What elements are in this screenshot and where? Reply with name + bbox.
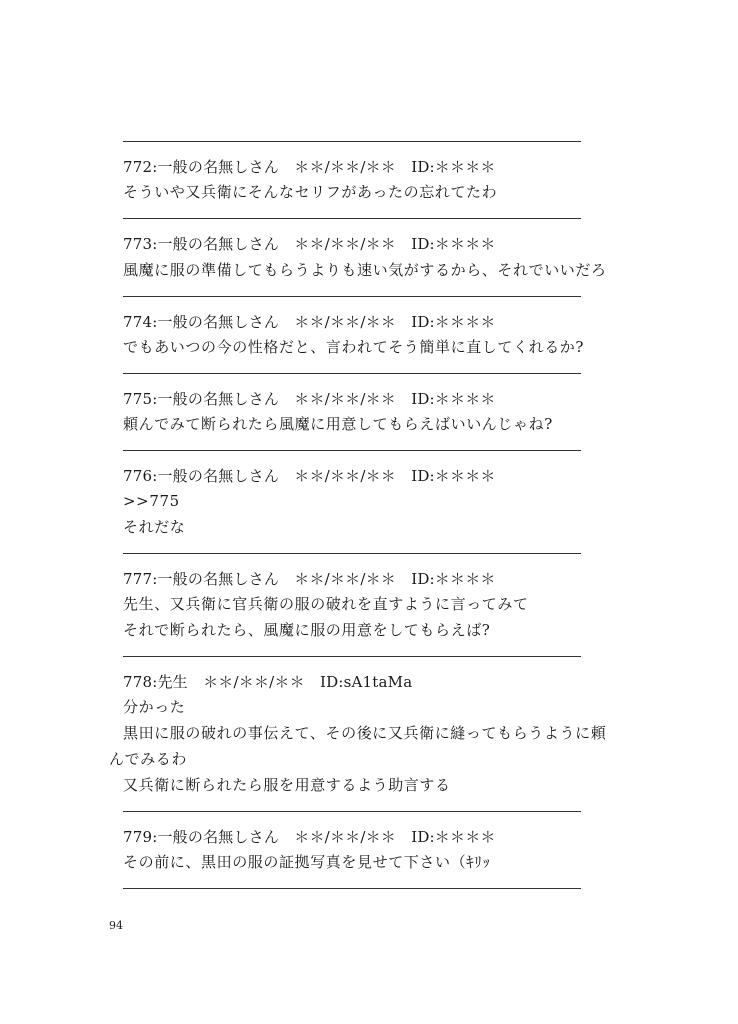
divider-rule — [123, 141, 581, 142]
divider-rule — [123, 373, 581, 374]
divider-rule — [123, 811, 581, 812]
post-body-line: でもあいつの今の性格だと、言われてそう簡単に直してくれるか? — [123, 338, 585, 356]
post-body-line: 頼んでみて断られたら風魔に用意してもらえばいいんじゃね? — [123, 415, 553, 433]
post-header-774: 774:一般の名無しさん ＊＊/＊＊/＊＊ ID:＊＊＊＊ — [123, 313, 496, 331]
post-header-773: 773:一般の名無しさん ＊＊/＊＊/＊＊ ID:＊＊＊＊ — [123, 235, 496, 253]
divider-rule — [123, 296, 581, 297]
post-body-line: それで断られたら、風魔に服の用意をしてもらえば? — [123, 621, 491, 639]
post-body-line: 先生、又兵衛に官兵衛の服の破れを直すように言ってみて — [123, 595, 529, 613]
post-header-772: 772:一般の名無しさん ＊＊/＊＊/＊＊ ID:＊＊＊＊ — [123, 158, 496, 176]
divider-rule — [123, 218, 581, 219]
divider-rule — [123, 450, 581, 451]
post-body-line: そういや又兵衛にそんなセリフがあったの忘れてたわ — [123, 183, 498, 201]
post-body-line: それだな — [123, 518, 186, 536]
post-body-line: 又兵衛に断られたら服を用意するよう助言する — [123, 776, 451, 794]
post-reply-anchor: >>775 — [123, 492, 180, 510]
post-header-778: 778:先生 ＊＊/＊＊/＊＊ ID:sA1taMa — [123, 673, 413, 691]
divider-rule — [123, 656, 581, 657]
divider-rule — [123, 888, 581, 889]
post-body-line: その前に、黒田の服の証拠写真を見せて下さい（ｷﾘｯ — [123, 853, 491, 871]
post-body-line: 分かった — [123, 698, 186, 716]
page-number: 94 — [109, 919, 123, 932]
post-header-776: 776:一般の名無しさん ＊＊/＊＊/＊＊ ID:＊＊＊＊ — [123, 467, 496, 485]
post-body-line: 黒田に服の破れの事伝えて、その後に又兵衛に縫ってもらうように頼 — [123, 724, 607, 742]
post-header-779: 779:一般の名無しさん ＊＊/＊＊/＊＊ ID:＊＊＊＊ — [123, 828, 496, 846]
post-header-775: 775:一般の名無しさん ＊＊/＊＊/＊＊ ID:＊＊＊＊ — [123, 390, 496, 408]
post-header-777: 777:一般の名無しさん ＊＊/＊＊/＊＊ ID:＊＊＊＊ — [123, 570, 496, 588]
post-body-line-continuation: んでみるわ — [109, 750, 188, 768]
divider-rule — [123, 553, 581, 554]
post-body-line: 風魔に服の準備してもらうよりも速い気がするから、それでいいだろ — [123, 261, 607, 279]
